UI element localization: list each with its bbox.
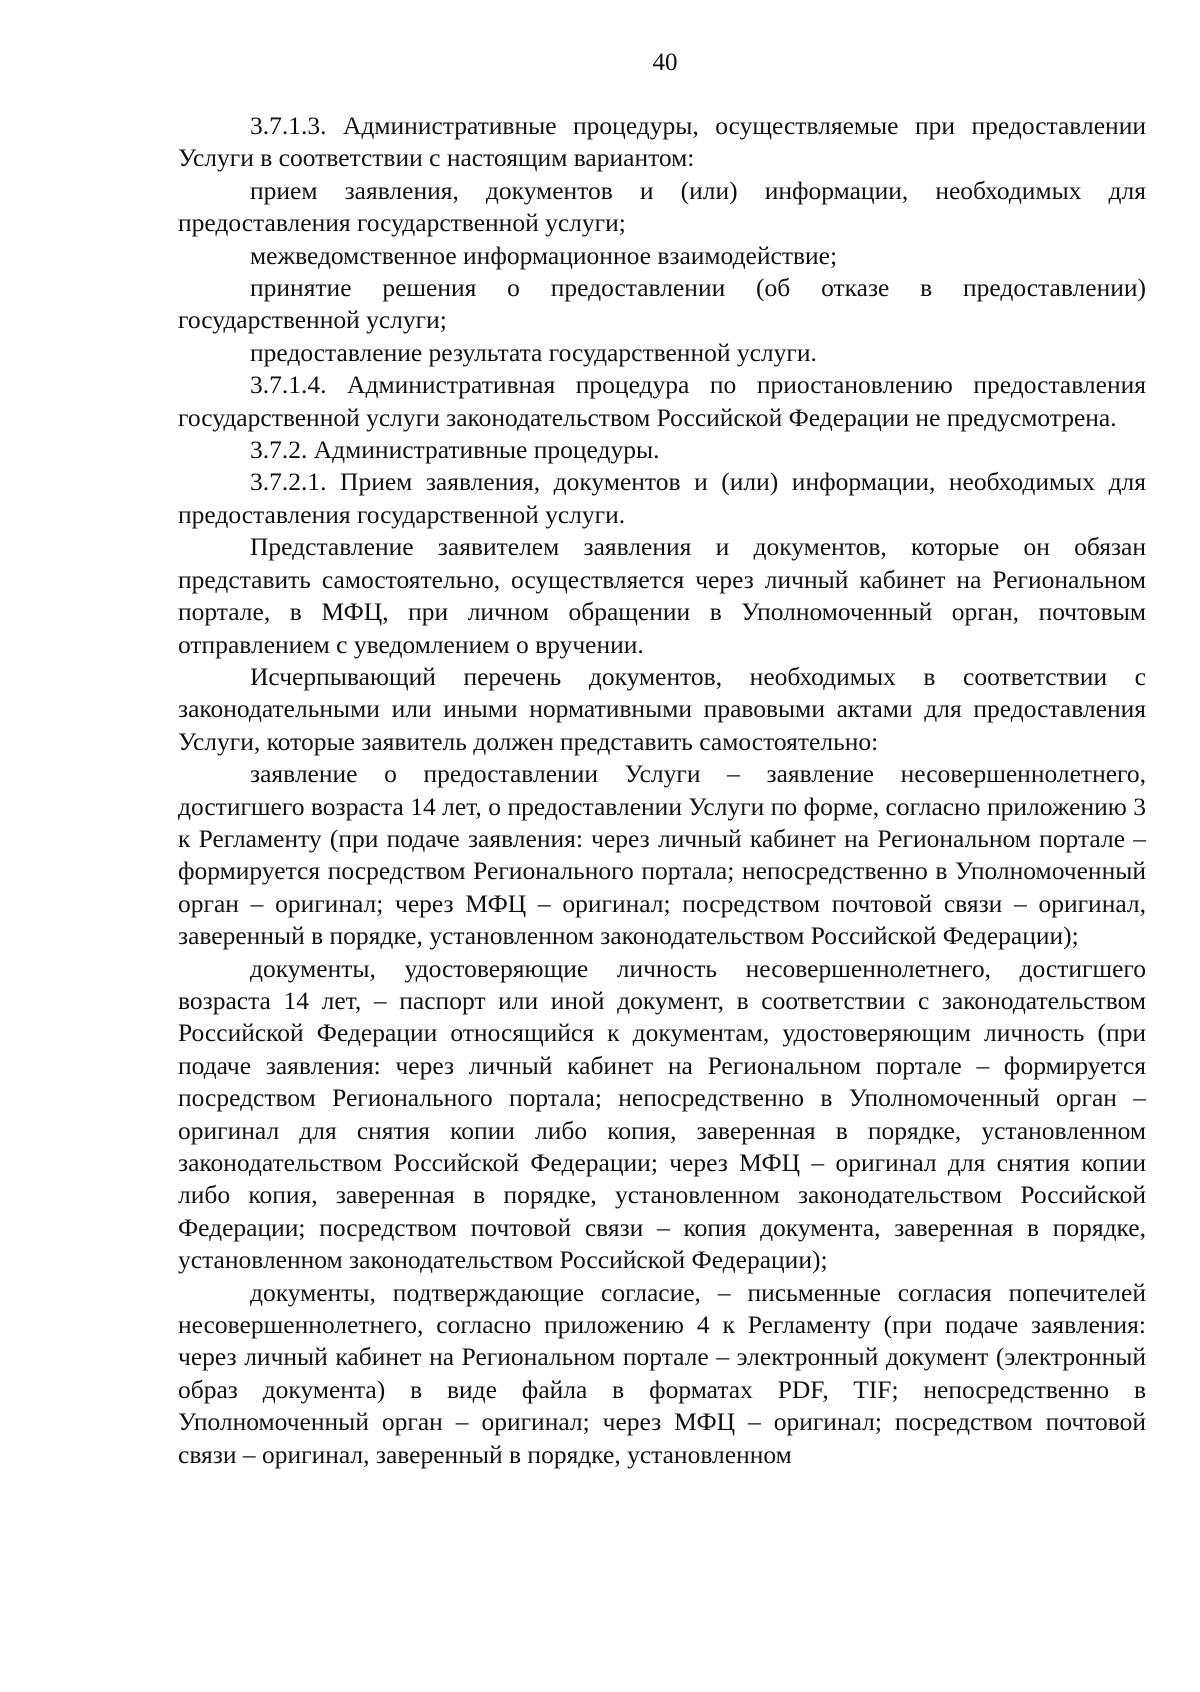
paragraph-procedure-interagency: межведомственное информационное взаимодействие; <box>250 240 838 270</box>
paragraph-3-7-2-1: 3.7.2.1. Прием заявления, документов и (или) информации, необходимых для предоставления государственной услуги. <box>178 467 1146 529</box>
paragraph-3-7-1-3: 3.7.1.3. Административные процедуры, осуществляемые при предоставлении Услуги в соответствии с настоящим вариантом: <box>178 111 1146 173</box>
paragraph-3-7-2: 3.7.2. Административные процедуры. <box>250 435 660 465</box>
paragraph-procedure-result: предоставление результата государственной услуги. <box>250 337 817 367</box>
paragraph-procedure-reception: прием заявления, документов и (или) информации, необходимых для предоставления государственной услуги; <box>178 175 1146 238</box>
paragraph-consent-documents: документы, подтверждающие согласие, – письменные согласия попечителей несовершеннолетнего, согласно приложению 4 к Регламенту (при подаче заявления: через личный кабинет на Региональном портале – электронный документ (электронный образ документа) в виде файла в форматах PDF, TIF; непосредственно в Уполномоченный орган – оригинал; через МФЦ – оригинал; посредством почтовой связи – оригинал, заверенный в порядке, установленном <box>178 1277 1146 1469</box>
paragraph-document-list: Исчерпывающий перечень документов, необходимых в соответствии с законодательными или иными нормативными правовыми актами для предоставления Услуги, которые заявитель должен представить самостоятельно: <box>178 661 1146 756</box>
paragraph-3-7-1-4: 3.7.1.4. Административная процедура по приостановлению предоставления государственной услуги законодательством Российской Федерации не предусмотрена. <box>178 370 1146 432</box>
document-body <box>178 110 1146 1471</box>
paragraph-submission: Представление заявителем заявления и документов, которые он обязан представить самостоятельно, осуществляется через личный кабинет на Региональном портале, в МФЦ, при личном обращении в Уполномоченный орган, почтовым отправлением с уведомлением о вручении. <box>178 532 1146 659</box>
paragraph-application: заявление о предоставлении Услуги – заявление несовершеннолетнего, достигшего возраста 14 лет, о предоставлении Услуги по форме, согласно приложению 3 к Регламенту (при подаче заявления: через личный кабинет на Региональном портале – формируется посредством Регионального портала; непосредственно в Уполномоченный орган – оригинал; через МФЦ – оригинал; посредством почтовой связи – оригинал, заверенный в порядке, установленном законодательством Российской Федерации); <box>178 759 1146 951</box>
page-number: 40 <box>652 49 678 76</box>
paragraph-procedure-decision: принятие решения о предоставлении (об отказе в предоставлении) государственной услуги; <box>178 273 1146 335</box>
paragraph-identity-documents: документы, удостоверяющие личность несовершеннолетнего, достигшего возраста 14 лет, – паспорт или иной документ, в соответствии с законодательством Российской Федерации относящийся к документам, удостоверяющим личность (при подаче заявления: через личный кабинет на Региональном портале – формируется посредством Регионального портала; непосредственно в Уполномоченный орган – оригинал для снятия копии либо копия, заверенная в порядке, установленном законодательством Российской Федерации; через МФЦ – оригинал для снятия копии либо копия, заверенная в порядке, установленном законодательством Российской Федерации; посредством почтовой связи – копия документа, заверенная в порядке, установленном законодательством Российской Федерации); <box>178 953 1146 1275</box>
